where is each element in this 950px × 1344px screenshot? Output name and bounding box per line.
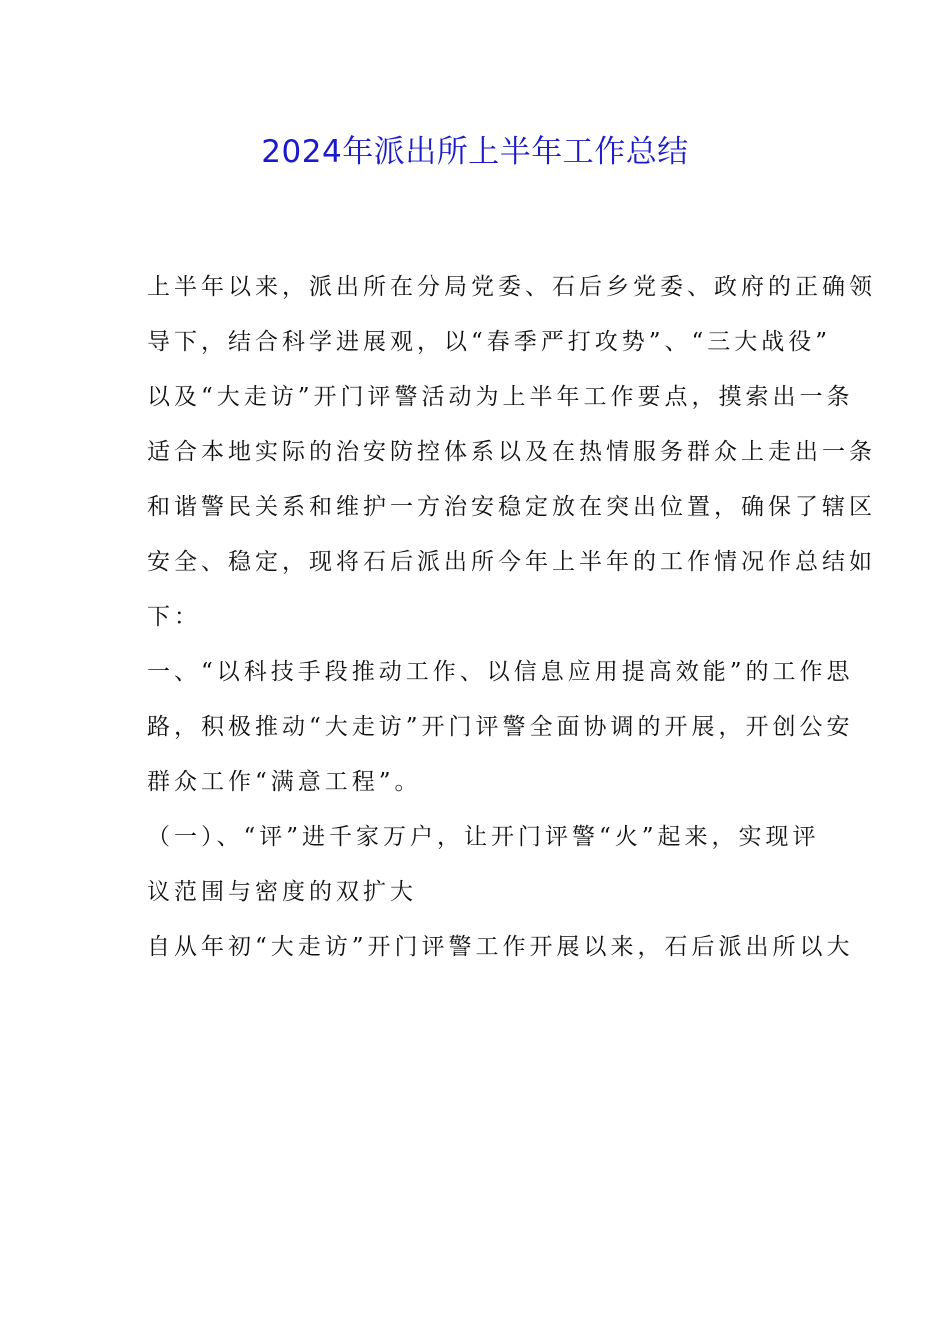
subsection-heading-line: 议范围与密度的双扩大 [147, 879, 417, 905]
section-heading-line: 群众工作“满意工程”。 [147, 769, 422, 795]
body-line: 自从年初“大走访”开门评警工作开展以来，石后派出所以大 [147, 934, 854, 960]
body-line: 导下，结合科学进展观，以“春季严打攻势”、“三大战役” [147, 329, 832, 355]
body-line: 适合本地实际的治安防控体系以及在热情服务群众上走出一条 [147, 439, 876, 465]
document-title: 2024年派出所上半年工作总结 [261, 134, 689, 170]
section-heading-line: 路，积极推动“大走访”开门评警全面协调的开展，开创公安 [147, 714, 854, 740]
body-line: 安全、稳定，现将石后派出所今年上半年的工作情况作总结如 [147, 549, 876, 575]
document-body [147, 260, 876, 975]
body-line: 上半年以来，派出所在分局党委、石后乡党委、政府的正确领 [147, 274, 876, 300]
section-heading-line: 一、“以科技手段推动工作、以信息应用提高效能”的工作思 [147, 659, 854, 685]
body-line: 以及“大走访”开门评警活动为上半年工作要点，摸索出一条 [147, 384, 854, 410]
body-line: 和谐警民关系和维护一方治安稳定放在突出位置，确保了辖区 [147, 494, 876, 520]
body-line: 下： [147, 604, 201, 630]
subsection-heading-line: （一）、“评”进千家万户，让开门评警“火”起来，实现评 [147, 824, 820, 850]
